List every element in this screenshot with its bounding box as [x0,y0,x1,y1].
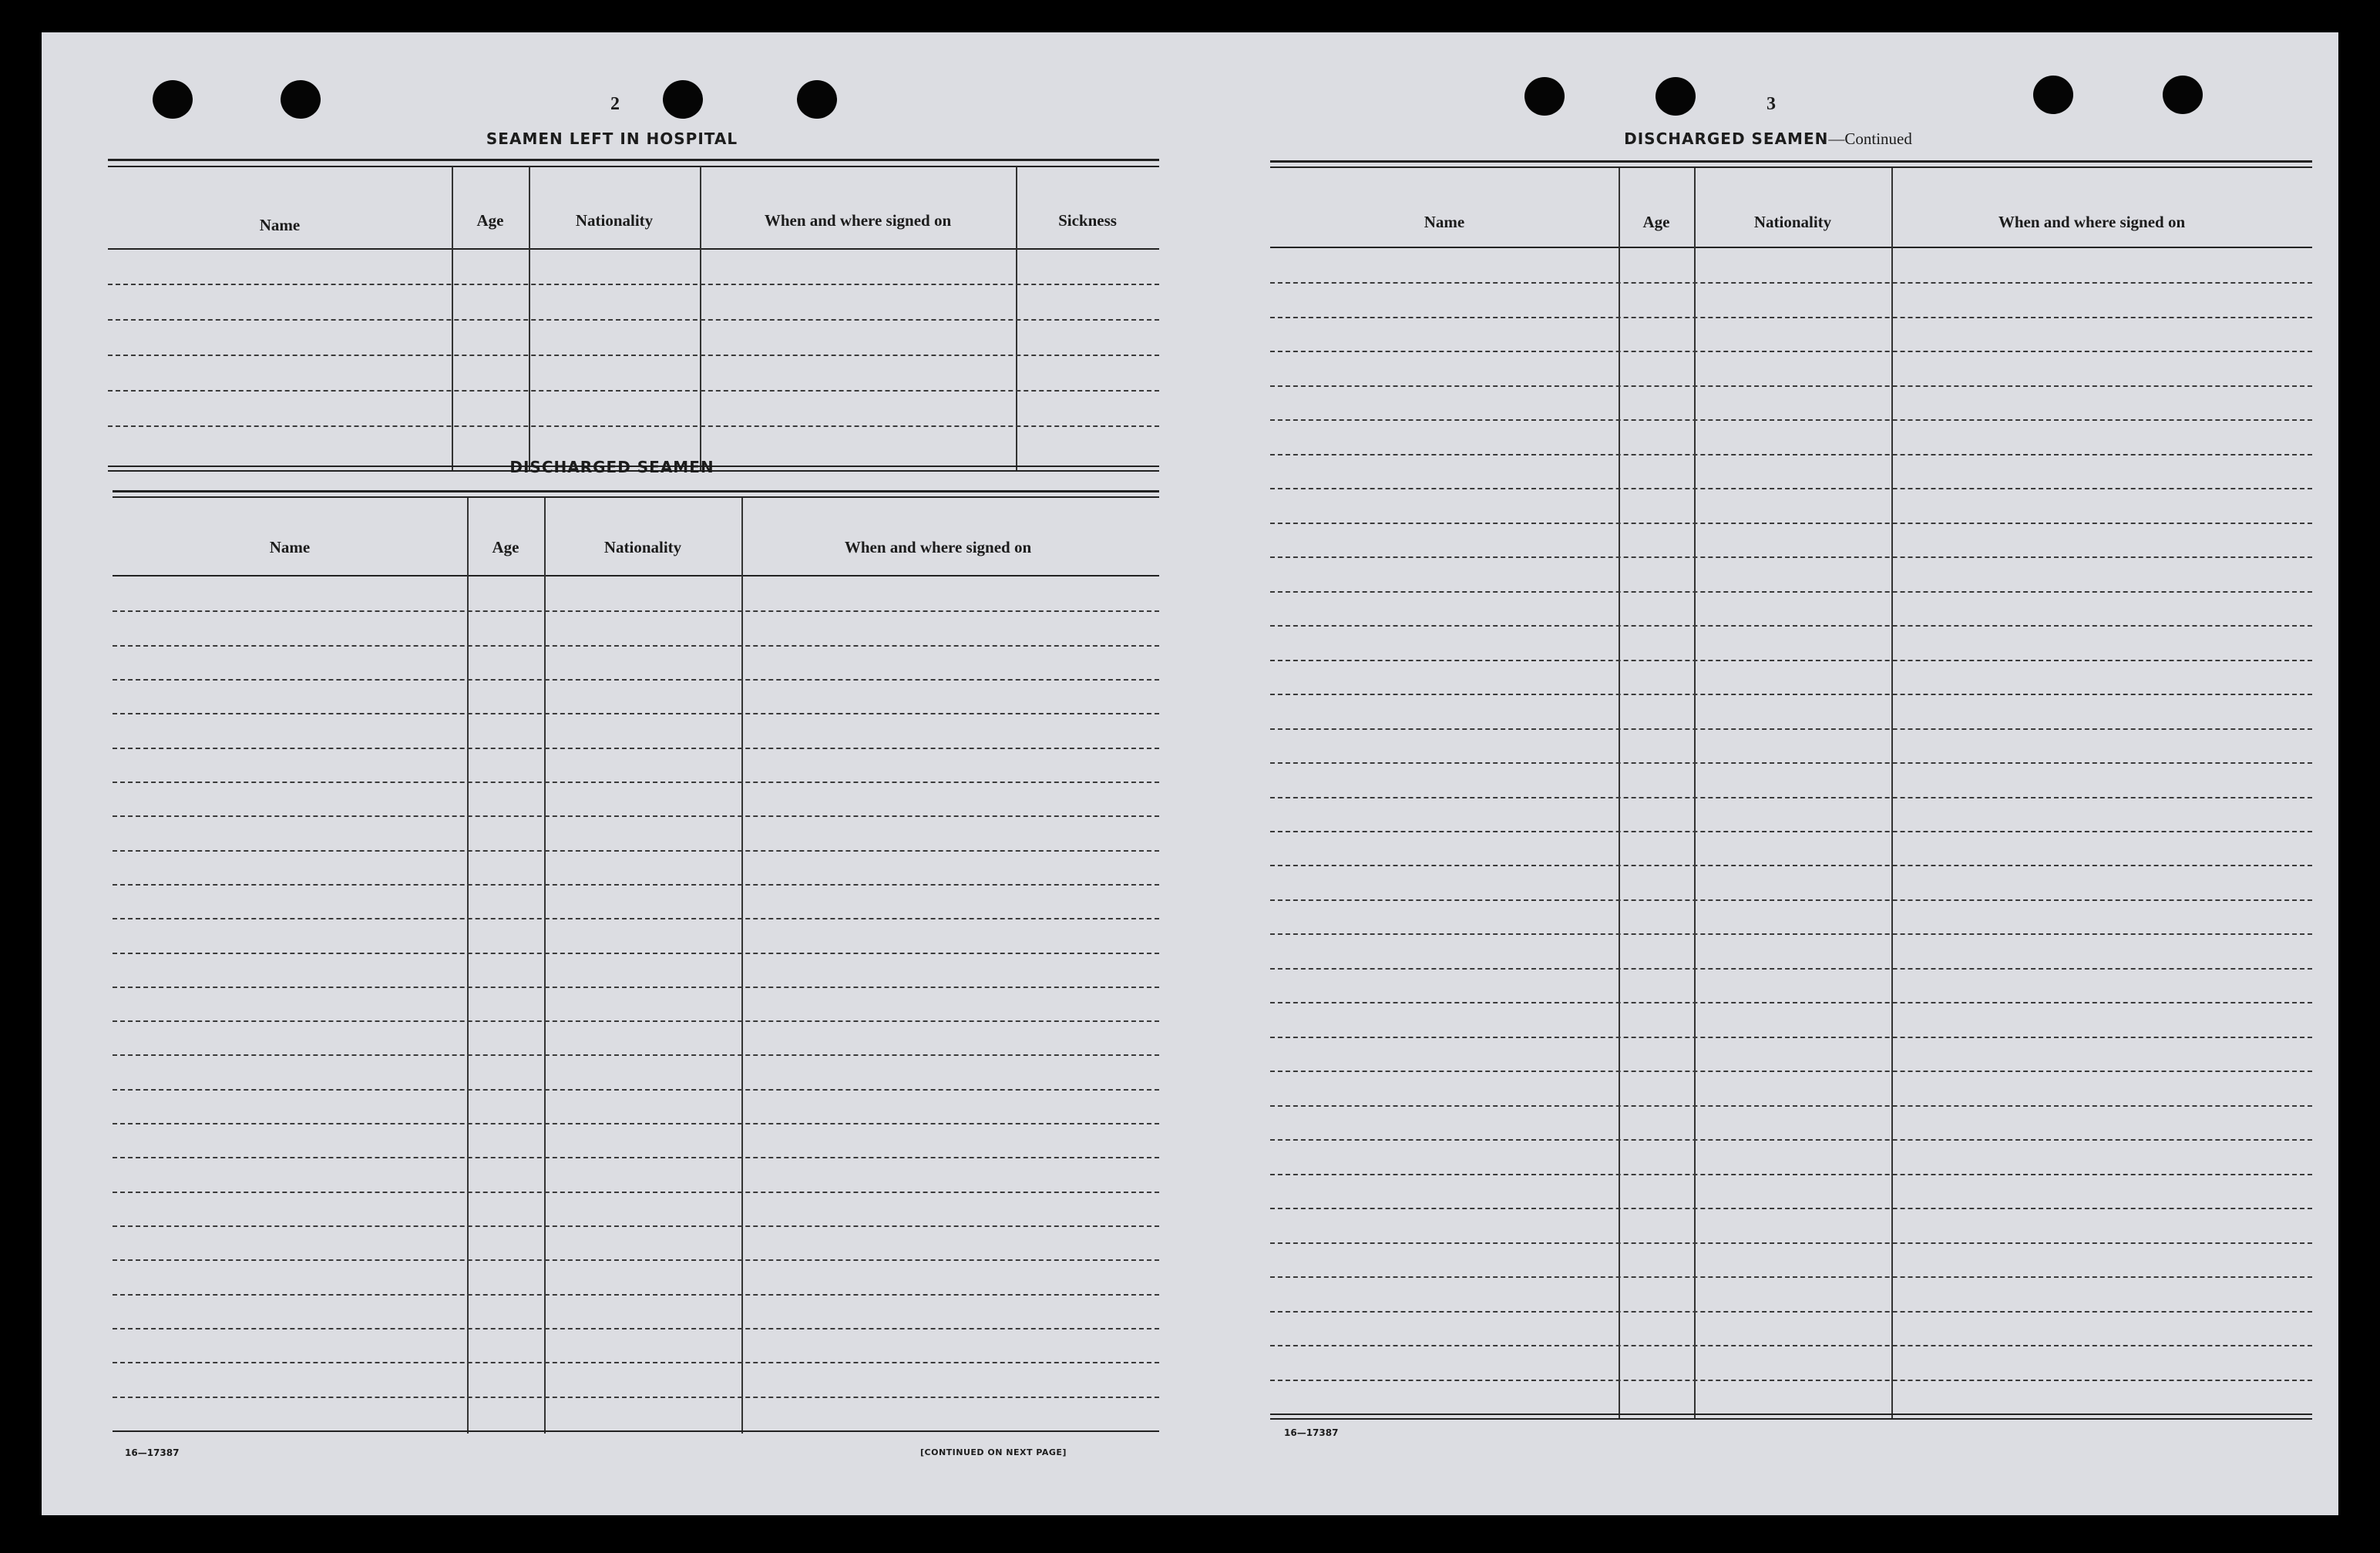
blank-row-line [1270,865,2312,866]
col-header-nationality: Nationality [575,211,654,230]
page-number-left: 2 [610,94,620,114]
blank-row-line [113,782,1159,783]
blank-row-line [113,1225,1159,1227]
punch-hole [281,80,321,119]
blank-row-line [1270,1037,2312,1038]
blank-row-line [113,1020,1159,1022]
blank-row-line [1270,454,2312,455]
blank-row-line [1270,660,2312,661]
blank-row-line [113,1192,1159,1193]
blank-row-line [113,953,1159,954]
form-number-right: 16—17387 [1284,1427,1339,1438]
form-sheet [42,32,2338,1515]
page-number-right: 3 [1767,94,1776,114]
blank-row-line [113,679,1159,681]
col-header-sickness: Sickness [1058,211,1117,230]
blank-row-line [1270,1276,2312,1278]
blank-row-line [1270,1380,2312,1381]
col-header-age: Age [476,211,504,230]
blank-row-line [1270,1139,2312,1141]
continued-note: [CONTINUED ON NEXT PAGE] [920,1447,1067,1457]
blank-row-line [113,1259,1159,1261]
punch-hole [1656,77,1696,116]
col-header-signed-on: When and where signed on [844,538,1032,556]
blank-row-line [113,1328,1159,1329]
blank-row-line [1270,282,2312,284]
punch-hole [1524,77,1565,116]
blank-row-line [1270,1105,2312,1107]
blank-row-line [113,713,1159,714]
discharged-section-title: DISCHARGED SEAMEN [509,458,714,476]
blank-row-line [1270,968,2312,970]
hospital-section-title: SEAMEN LEFT IN HOSPITAL [486,129,738,148]
blank-row-line [113,884,1159,886]
discharged-table-right [1270,160,2312,1420]
blank-row-line [113,1123,1159,1124]
punch-hole [797,80,837,119]
blank-row-line [113,610,1159,612]
blank-row-line [1270,317,2312,318]
blank-row-line [113,815,1159,817]
right-section-title-main: DISCHARGED SEAMEN [1624,129,1829,148]
blank-row-line [113,1157,1159,1158]
form-number-left: 16—17387 [125,1447,180,1458]
punch-hole [663,80,703,119]
blank-row-line [113,1089,1159,1091]
blank-row-line [1270,556,2312,558]
blank-row-line [1270,523,2312,524]
col-header-signed-on: When and where signed on [1998,213,2186,231]
col-header-signed-on: When and where signed on [764,211,952,230]
blank-row-line [1270,1174,2312,1175]
blank-row-line [113,850,1159,852]
col-header-nationality: Nationality [603,538,682,556]
blank-row-line [113,1294,1159,1296]
blank-row-line [1270,591,2312,593]
blank-row-line [1270,728,2312,730]
blank-row-line [113,1397,1159,1398]
col-header-name: Name [1424,213,1465,231]
blank-row-line [1270,1208,2312,1209]
blank-row-line [1270,1345,2312,1346]
punch-hole [2163,76,2203,114]
blank-row-line [1270,385,2312,387]
blank-row-line [1270,694,2312,695]
blank-row-line [1270,1002,2312,1003]
blank-row-line [113,645,1159,647]
col-header-age: Age [492,538,519,556]
punch-hole [2033,76,2073,114]
blank-row-line [113,1054,1159,1056]
hospital-table [108,159,1159,470]
blank-row-line [1270,1311,2312,1313]
punch-hole [153,80,193,119]
right-section-title [1560,129,1976,149]
blank-row-line [1270,797,2312,798]
blank-row-line [113,1362,1159,1363]
blank-row-line [113,918,1159,919]
blank-row-line [1270,762,2312,764]
col-header-name: Name [269,538,311,556]
col-header-age: Age [1642,213,1670,231]
col-header-name: Name [259,216,301,234]
blank-row-line [1270,899,2312,901]
col-header-nationality: Nationality [1753,213,1832,231]
blank-row-line [1270,625,2312,627]
blank-row-line [113,987,1159,988]
blank-row-line [113,748,1159,749]
blank-row-line [1270,933,2312,935]
blank-row-line [1270,1071,2312,1072]
blank-row-line [1270,831,2312,832]
blank-row-line [1270,419,2312,421]
blank-row-line [1270,488,2312,489]
blank-row-line [1270,351,2312,352]
blank-row-line [1270,1242,2312,1244]
discharged-table-left [113,490,1159,1434]
right-section-title-continued: —Continued [1828,129,1912,148]
